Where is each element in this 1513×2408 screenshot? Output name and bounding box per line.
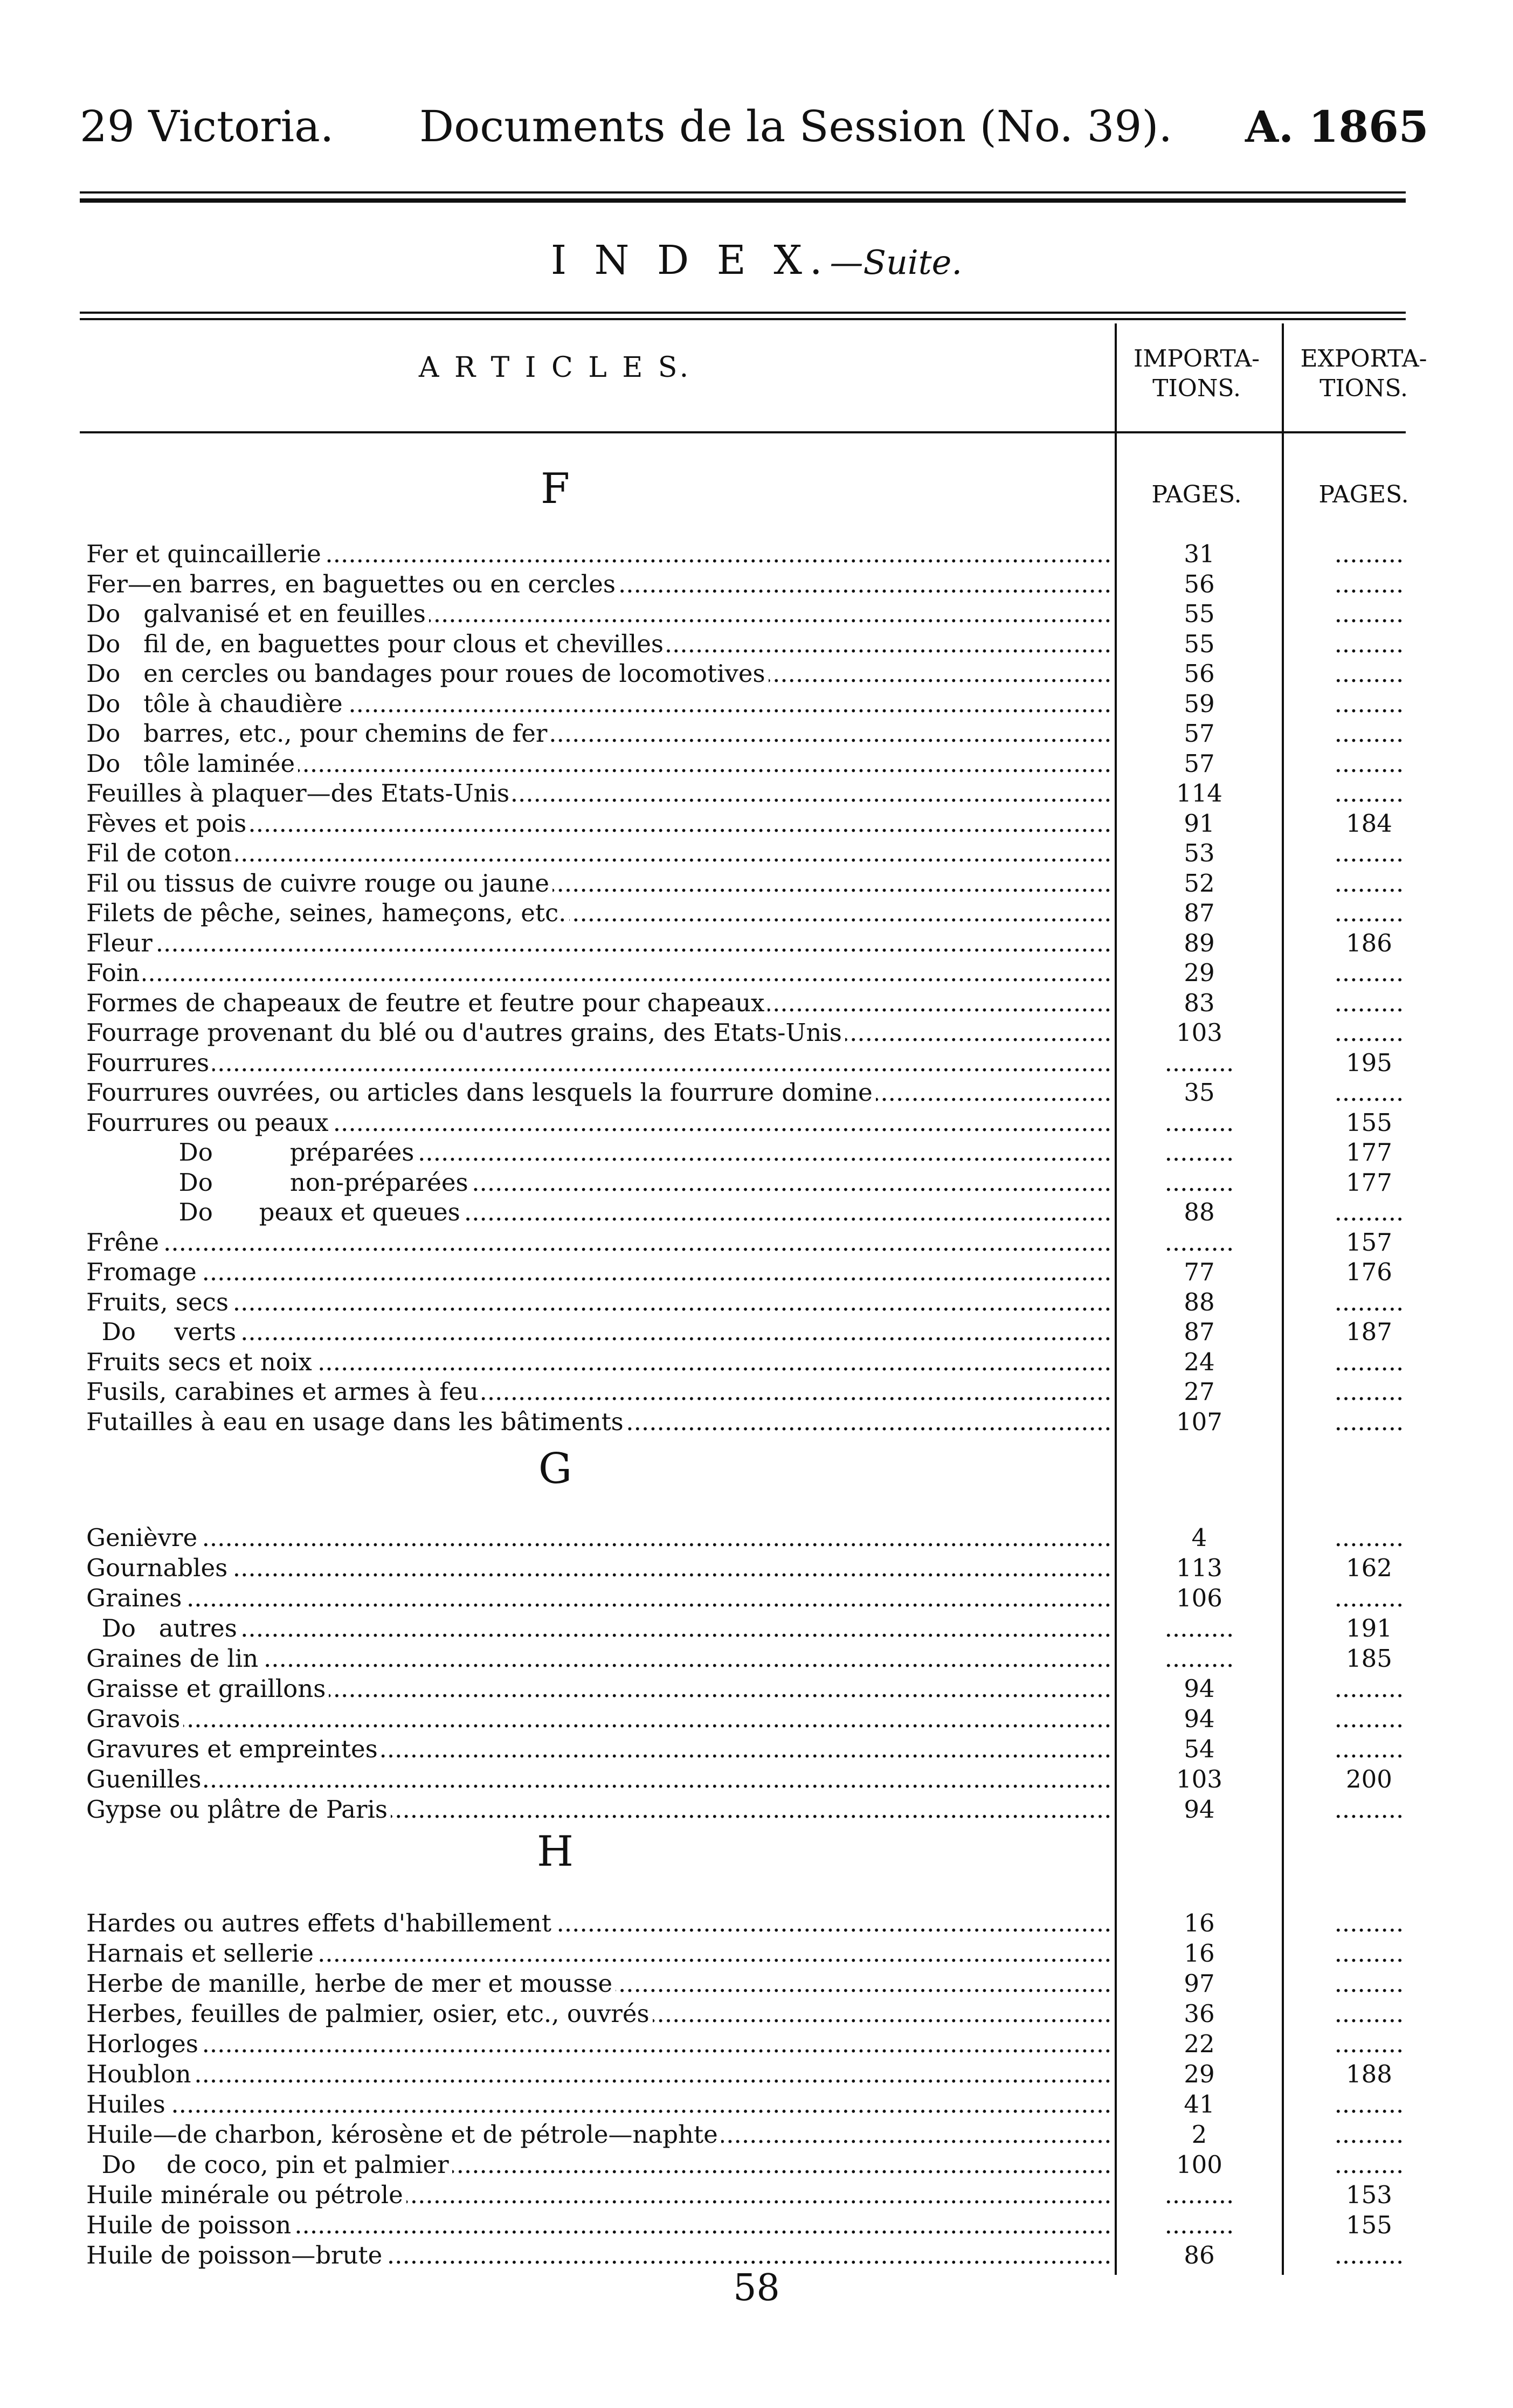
article-text: Hardes ou autres effets d'habillement [86, 1909, 555, 1937]
index-row [86, 1257, 1412, 1287]
export-page: ......... [1334, 868, 1404, 898]
article-name [86, 749, 1110, 779]
export-page: ......... [1334, 1377, 1404, 1406]
index-row [86, 1168, 1412, 1198]
article-text: Fruits, secs [86, 1288, 232, 1316]
export-page: 200 [1346, 1765, 1392, 1793]
article-name [86, 719, 1110, 749]
article-text: Houblon [86, 2060, 195, 2088]
article-name [86, 1523, 1110, 1553]
article-name [86, 988, 1110, 1018]
article-text: Fromage [86, 1258, 200, 1286]
article-text: Gravures et empreintes [86, 1735, 381, 1763]
export-page: 155 [1346, 1108, 1392, 1137]
export-page: ......... [1334, 719, 1404, 748]
article-text: Do galvanisé et en feuilles [86, 599, 429, 628]
import-page: 114 [1176, 779, 1222, 808]
export-page: ......... [1334, 1018, 1404, 1047]
index-row [86, 1347, 1412, 1377]
export-page: ......... [1334, 1674, 1404, 1703]
export-page: ......... [1334, 839, 1404, 867]
import-page: 103 [1176, 1018, 1222, 1047]
header-session: 29 Victoria. [80, 101, 334, 151]
article-text: Gypse ou plâtre de Paris [86, 1795, 391, 1824]
pages-label-imp: PAGES. [1151, 481, 1242, 508]
index-row [86, 2180, 1412, 2210]
article-name [86, 1227, 1110, 1258]
article-name [86, 1407, 1110, 1437]
article-name [86, 2180, 1110, 2210]
article-name [86, 1108, 1110, 1138]
article-text: Fourrures ou peaux [86, 1108, 331, 1137]
article-text: Futailles à eau en usage dans les bâtiments [86, 1407, 627, 1436]
export-page: ......... [1334, 629, 1404, 658]
import-page: 29 [1184, 2060, 1215, 2088]
article-text: Formes de chapeaux de feutre et feutre pour chapeaux [86, 989, 768, 1017]
export-page: ......... [1334, 1795, 1404, 1824]
import-page: 57 [1184, 749, 1215, 778]
article-text: Do fil de, en baguettes pour clous et chevilles [86, 630, 667, 658]
import-page: 2 [1191, 2120, 1207, 2149]
article-text: Fer—en barres, en baguettes ou en cercles [86, 570, 619, 598]
import-page: 97 [1184, 1969, 1215, 1998]
import-page: ......... [1164, 2181, 1234, 2209]
article-text: Fleur [86, 929, 156, 957]
article-text: Do barres, etc., pour chemins de fer [86, 719, 550, 748]
index-row [86, 1764, 1412, 1795]
article-name [86, 1553, 1110, 1583]
import-page: 41 [1184, 2090, 1215, 2119]
article-name [86, 1257, 1110, 1287]
import-page: 88 [1184, 1198, 1215, 1226]
export-page: ......... [1334, 1078, 1404, 1107]
article-name [86, 539, 1110, 569]
index-row [86, 599, 1412, 629]
export-page: 177 [1346, 1168, 1392, 1197]
export-page: ......... [1334, 540, 1404, 568]
article-name [86, 898, 1110, 928]
article-text: Fourrage provenant du blé ou d'autres grains, des Etats-Unis [86, 1018, 845, 1047]
article-text: Do tôle laminée [86, 749, 298, 778]
import-page: 53 [1184, 839, 1215, 867]
import-page: 113 [1176, 1554, 1222, 1582]
col-head-importations [1116, 344, 1277, 403]
export-page: 162 [1346, 1554, 1392, 1582]
import-page: 52 [1184, 868, 1215, 898]
export-page: ......... [1334, 1523, 1404, 1552]
index-row [86, 988, 1412, 1018]
export-page: ......... [1334, 2241, 1404, 2269]
article-text: Herbes, feuilles de palmier, osier, etc., ouvrés [86, 1999, 653, 2028]
article-text: Huile—de charbon, kérosène et de pétrole—naphte [86, 2120, 721, 2149]
import-page: ......... [1164, 1048, 1234, 1077]
article-text: Fer et quincaillerie [86, 540, 324, 568]
index-row [86, 1227, 1412, 1258]
article-text: Graines [86, 1584, 185, 1612]
export-page: 153 [1346, 2181, 1392, 2209]
export-page: ......... [1334, 659, 1404, 688]
section-letter-g: G [538, 1445, 572, 1493]
article-text: Huile de poisson—brute [86, 2241, 385, 2269]
article-text: Graines de lin [86, 1644, 261, 1673]
import-page: 24 [1184, 1347, 1215, 1376]
table-rule-top [80, 312, 1406, 314]
article-name [86, 1137, 1110, 1168]
article-text: Guenilles [86, 1765, 204, 1793]
article-text: Harnais et sellerie [86, 1939, 317, 1968]
import-page: 4 [1191, 1523, 1207, 1552]
export-page: ......... [1334, 1198, 1404, 1226]
index-row [86, 778, 1412, 809]
index-title-text: I N D E X. [550, 237, 830, 284]
export-page: 157 [1346, 1227, 1392, 1257]
export-page: ......... [1334, 1584, 1404, 1612]
article-name [86, 1287, 1110, 1317]
column-head-rule [80, 431, 1406, 433]
import-page: 89 [1184, 928, 1215, 957]
import-page: 103 [1176, 1765, 1222, 1793]
article-name [86, 778, 1110, 809]
article-text: Gravois [86, 1705, 183, 1733]
article-text: Fourrures ouvrées, ou articles dans lesquels la fourrure domine [86, 1078, 876, 1107]
article-text: Genièvre [86, 1523, 201, 1552]
index-row [86, 1317, 1412, 1347]
article-text: Do tôle à chaudière [86, 689, 346, 718]
export-page: 187 [1346, 1317, 1392, 1346]
index-row [86, 1613, 1412, 1644]
article-text: Fil ou tissus de cuivre rouge ou jaune [86, 869, 552, 898]
article-name [86, 1377, 1110, 1407]
article-name [86, 1018, 1110, 1048]
import-page: 88 [1184, 1287, 1215, 1316]
import-page: 106 [1176, 1584, 1222, 1612]
index-row [86, 749, 1412, 779]
index-row [86, 719, 1412, 749]
article-text: Do verts [86, 1317, 239, 1346]
index-row [86, 659, 1412, 689]
export-page: ......... [1334, 599, 1404, 628]
article-name [86, 2150, 1110, 2180]
export-page: ......... [1334, 749, 1404, 778]
section-letter-h: H [536, 1827, 574, 1876]
section-letter-f: F [540, 465, 570, 513]
index-row [86, 1078, 1412, 1108]
index-row [86, 2240, 1412, 2271]
index-row [86, 1137, 1412, 1168]
import-page: 91 [1184, 809, 1215, 838]
article-name [86, 1613, 1110, 1644]
export-page: 186 [1346, 928, 1392, 957]
export-page: 176 [1346, 1258, 1392, 1286]
article-text: Do non-préparées [86, 1168, 472, 1197]
index-row [86, 1704, 1412, 1734]
col-head-exportations [1283, 344, 1445, 403]
article-name [86, 2210, 1110, 2240]
import-page: 55 [1184, 599, 1215, 628]
article-text: Herbe de manille, herbe de mer et mousse [86, 1969, 616, 1998]
article-name [86, 689, 1110, 719]
article-name [86, 1908, 1110, 1938]
index-row [86, 1553, 1412, 1583]
export-page: ......... [1334, 1939, 1404, 1968]
import-page: ......... [1164, 1108, 1234, 1137]
col-head-articles: A R T I C L E S. [418, 351, 692, 384]
export-page: 184 [1346, 809, 1392, 838]
article-text: Huiles [86, 2090, 169, 2119]
index-row [86, 569, 1412, 599]
article-name [86, 2240, 1110, 2271]
index-row [86, 958, 1412, 988]
export-page: 177 [1346, 1138, 1392, 1167]
article-name [86, 1734, 1110, 1764]
import-page: 16 [1184, 1909, 1215, 1937]
export-page: 188 [1346, 2060, 1392, 2088]
index-row [86, 2210, 1412, 2240]
article-text: Do préparées [86, 1138, 417, 1167]
article-name [86, 868, 1110, 899]
export-page: ......... [1334, 779, 1404, 808]
export-page: ......... [1334, 1909, 1404, 1937]
index-row [86, 539, 1412, 569]
article-text: Horloges [86, 2030, 202, 2058]
index-row [86, 2089, 1412, 2120]
index-row [86, 2120, 1412, 2150]
index-row [86, 1644, 1412, 1674]
article-text: Feuilles à plaquer—des Etats-Unis [86, 779, 513, 808]
import-page: 16 [1184, 1939, 1215, 1968]
article-name [86, 1347, 1110, 1377]
index-row [86, 1969, 1412, 1999]
export-page: 155 [1346, 2211, 1392, 2239]
import-page: ......... [1164, 1614, 1234, 1643]
export-page: ......... [1334, 1969, 1404, 1998]
article-name [86, 1674, 1110, 1704]
page-number: 58 [733, 2267, 780, 2309]
index-row [86, 689, 1412, 719]
import-page: 59 [1184, 689, 1215, 718]
index-row [86, 1197, 1412, 1227]
article-text: Do en cercles ou bandages pour roues de locomotives [86, 659, 769, 688]
article-name [86, 1704, 1110, 1734]
article-text: Filets de pêche, seines, hameçons, etc. [86, 899, 569, 927]
article-name [86, 1583, 1110, 1613]
header-rule-top [80, 191, 1406, 194]
index-row [86, 838, 1412, 868]
index-row [86, 2150, 1412, 2180]
article-text: Fèves et pois [86, 809, 250, 838]
article-text: Fruits secs et noix [86, 1348, 315, 1376]
index-row [86, 2029, 1412, 2059]
export-page: ......... [1334, 1999, 1404, 2028]
index-row [86, 629, 1412, 659]
export-page: ......... [1334, 988, 1404, 1017]
import-page: ......... [1164, 1168, 1234, 1197]
import-page: 55 [1184, 629, 1215, 658]
import-page: 22 [1184, 2030, 1215, 2058]
import-page: 57 [1184, 719, 1215, 748]
export-page: ......... [1334, 958, 1404, 987]
index-row [86, 2059, 1412, 2089]
export-page: ......... [1334, 689, 1404, 718]
col-head-importations-1: IMPORTA- [1133, 345, 1260, 372]
export-page: 191 [1346, 1614, 1392, 1643]
article-name [86, 2059, 1110, 2089]
article-text: Foin [86, 958, 143, 987]
index-row [86, 1407, 1412, 1437]
index-row [86, 928, 1412, 958]
header-rule-bottom [80, 198, 1406, 203]
import-page: ......... [1164, 1227, 1234, 1257]
index-row [86, 898, 1412, 928]
article-name [86, 1969, 1110, 1999]
index-row [86, 809, 1412, 839]
export-page: ......... [1334, 2030, 1404, 2058]
article-name [86, 958, 1110, 988]
import-page: 29 [1184, 958, 1215, 987]
import-page: ......... [1164, 2211, 1234, 2239]
index-title-suffix: —Suite. [830, 243, 963, 282]
article-name [86, 1078, 1110, 1108]
article-name [86, 838, 1110, 868]
export-page: ......... [1334, 569, 1404, 598]
import-page: 31 [1184, 540, 1215, 568]
import-page: 83 [1184, 988, 1215, 1017]
article-name [86, 1317, 1110, 1347]
import-page: 100 [1176, 2150, 1222, 2179]
index-row [86, 1287, 1412, 1317]
article-name [86, 2029, 1110, 2059]
article-name [86, 1197, 1110, 1227]
article-name [86, 2089, 1110, 2120]
import-page: 35 [1184, 1078, 1215, 1107]
index-row [86, 1908, 1412, 1938]
article-name [86, 1048, 1110, 1078]
article-name [86, 659, 1110, 689]
import-page: 94 [1184, 1705, 1215, 1733]
article-name [86, 599, 1110, 629]
article-name [86, 1999, 1110, 2029]
export-page: ......... [1334, 1735, 1404, 1763]
article-text: Huile minérale ou pétrole [86, 2181, 406, 2209]
index-title [0, 237, 1513, 284]
export-page: ......... [1334, 2120, 1404, 2149]
article-text: Graisse et graillons [86, 1674, 329, 1703]
import-page: 36 [1184, 1999, 1215, 2028]
article-name [86, 1168, 1110, 1198]
article-text: Do autres [86, 1614, 240, 1643]
article-name [86, 1764, 1110, 1795]
col-head-exportations-2: TIONS. [1319, 375, 1408, 402]
index-row [86, 868, 1412, 899]
index-row [86, 1999, 1412, 2029]
import-page: ......... [1164, 1644, 1234, 1673]
article-name [86, 2120, 1110, 2150]
article-text: Huile de poisson [86, 2211, 294, 2239]
index-row [86, 1734, 1412, 1764]
article-text: Fusils, carabines et armes à feu [86, 1377, 482, 1406]
col-head-exportations-1: EXPORTA- [1300, 345, 1427, 372]
pages-label-exp: PAGES. [1318, 481, 1409, 508]
header-year: A. 1865 [1245, 101, 1429, 152]
index-row [86, 1674, 1412, 1704]
import-page: 56 [1184, 659, 1215, 688]
export-page: ......... [1334, 1287, 1404, 1316]
index-row [86, 1523, 1412, 1553]
article-text: Frêne [86, 1228, 162, 1257]
import-page: 87 [1184, 1317, 1215, 1346]
index-row [86, 1018, 1412, 1048]
index-row [86, 1583, 1412, 1613]
export-page: ......... [1334, 899, 1404, 927]
export-page: ......... [1334, 1407, 1404, 1436]
article-text: Gournables [86, 1554, 231, 1582]
index-row [86, 1377, 1412, 1407]
index-row [86, 1795, 1412, 1825]
article-text: Do peaux et queues [86, 1198, 464, 1226]
import-page: 107 [1176, 1407, 1222, 1436]
import-page: 86 [1184, 2241, 1215, 2269]
export-page: 185 [1346, 1644, 1392, 1673]
article-name [86, 1644, 1110, 1674]
article-name [86, 629, 1110, 659]
article-name [86, 569, 1110, 599]
import-page: 94 [1184, 1795, 1215, 1824]
import-page: 54 [1184, 1735, 1215, 1763]
import-page: 77 [1184, 1258, 1215, 1286]
col-head-importations-2: TIONS. [1152, 375, 1241, 402]
import-page: ......... [1164, 1138, 1234, 1167]
article-name [86, 928, 1110, 958]
article-text: Do de coco, pin et palmier [86, 2150, 452, 2179]
import-page: 94 [1184, 1674, 1215, 1703]
export-page: 195 [1346, 1048, 1392, 1077]
article-name [86, 1795, 1110, 1825]
export-page: ......... [1334, 2150, 1404, 2179]
header-documents: Documents de la Session (No. 39). [419, 101, 1172, 151]
export-page: ......... [1334, 1705, 1404, 1733]
table-rule-top-2 [80, 318, 1406, 320]
article-name [86, 1938, 1110, 1969]
export-page: ......... [1334, 2090, 1404, 2119]
article-text: Fourrures [86, 1048, 212, 1077]
index-row [86, 1938, 1412, 1969]
article-text: Fil de coton [86, 839, 236, 867]
index-row [86, 1108, 1412, 1138]
article-name [86, 809, 1110, 839]
index-row [86, 1048, 1412, 1078]
import-page: 27 [1184, 1377, 1215, 1406]
import-page: 87 [1184, 899, 1215, 927]
export-page: ......... [1334, 1347, 1404, 1376]
import-page: 56 [1184, 569, 1215, 598]
